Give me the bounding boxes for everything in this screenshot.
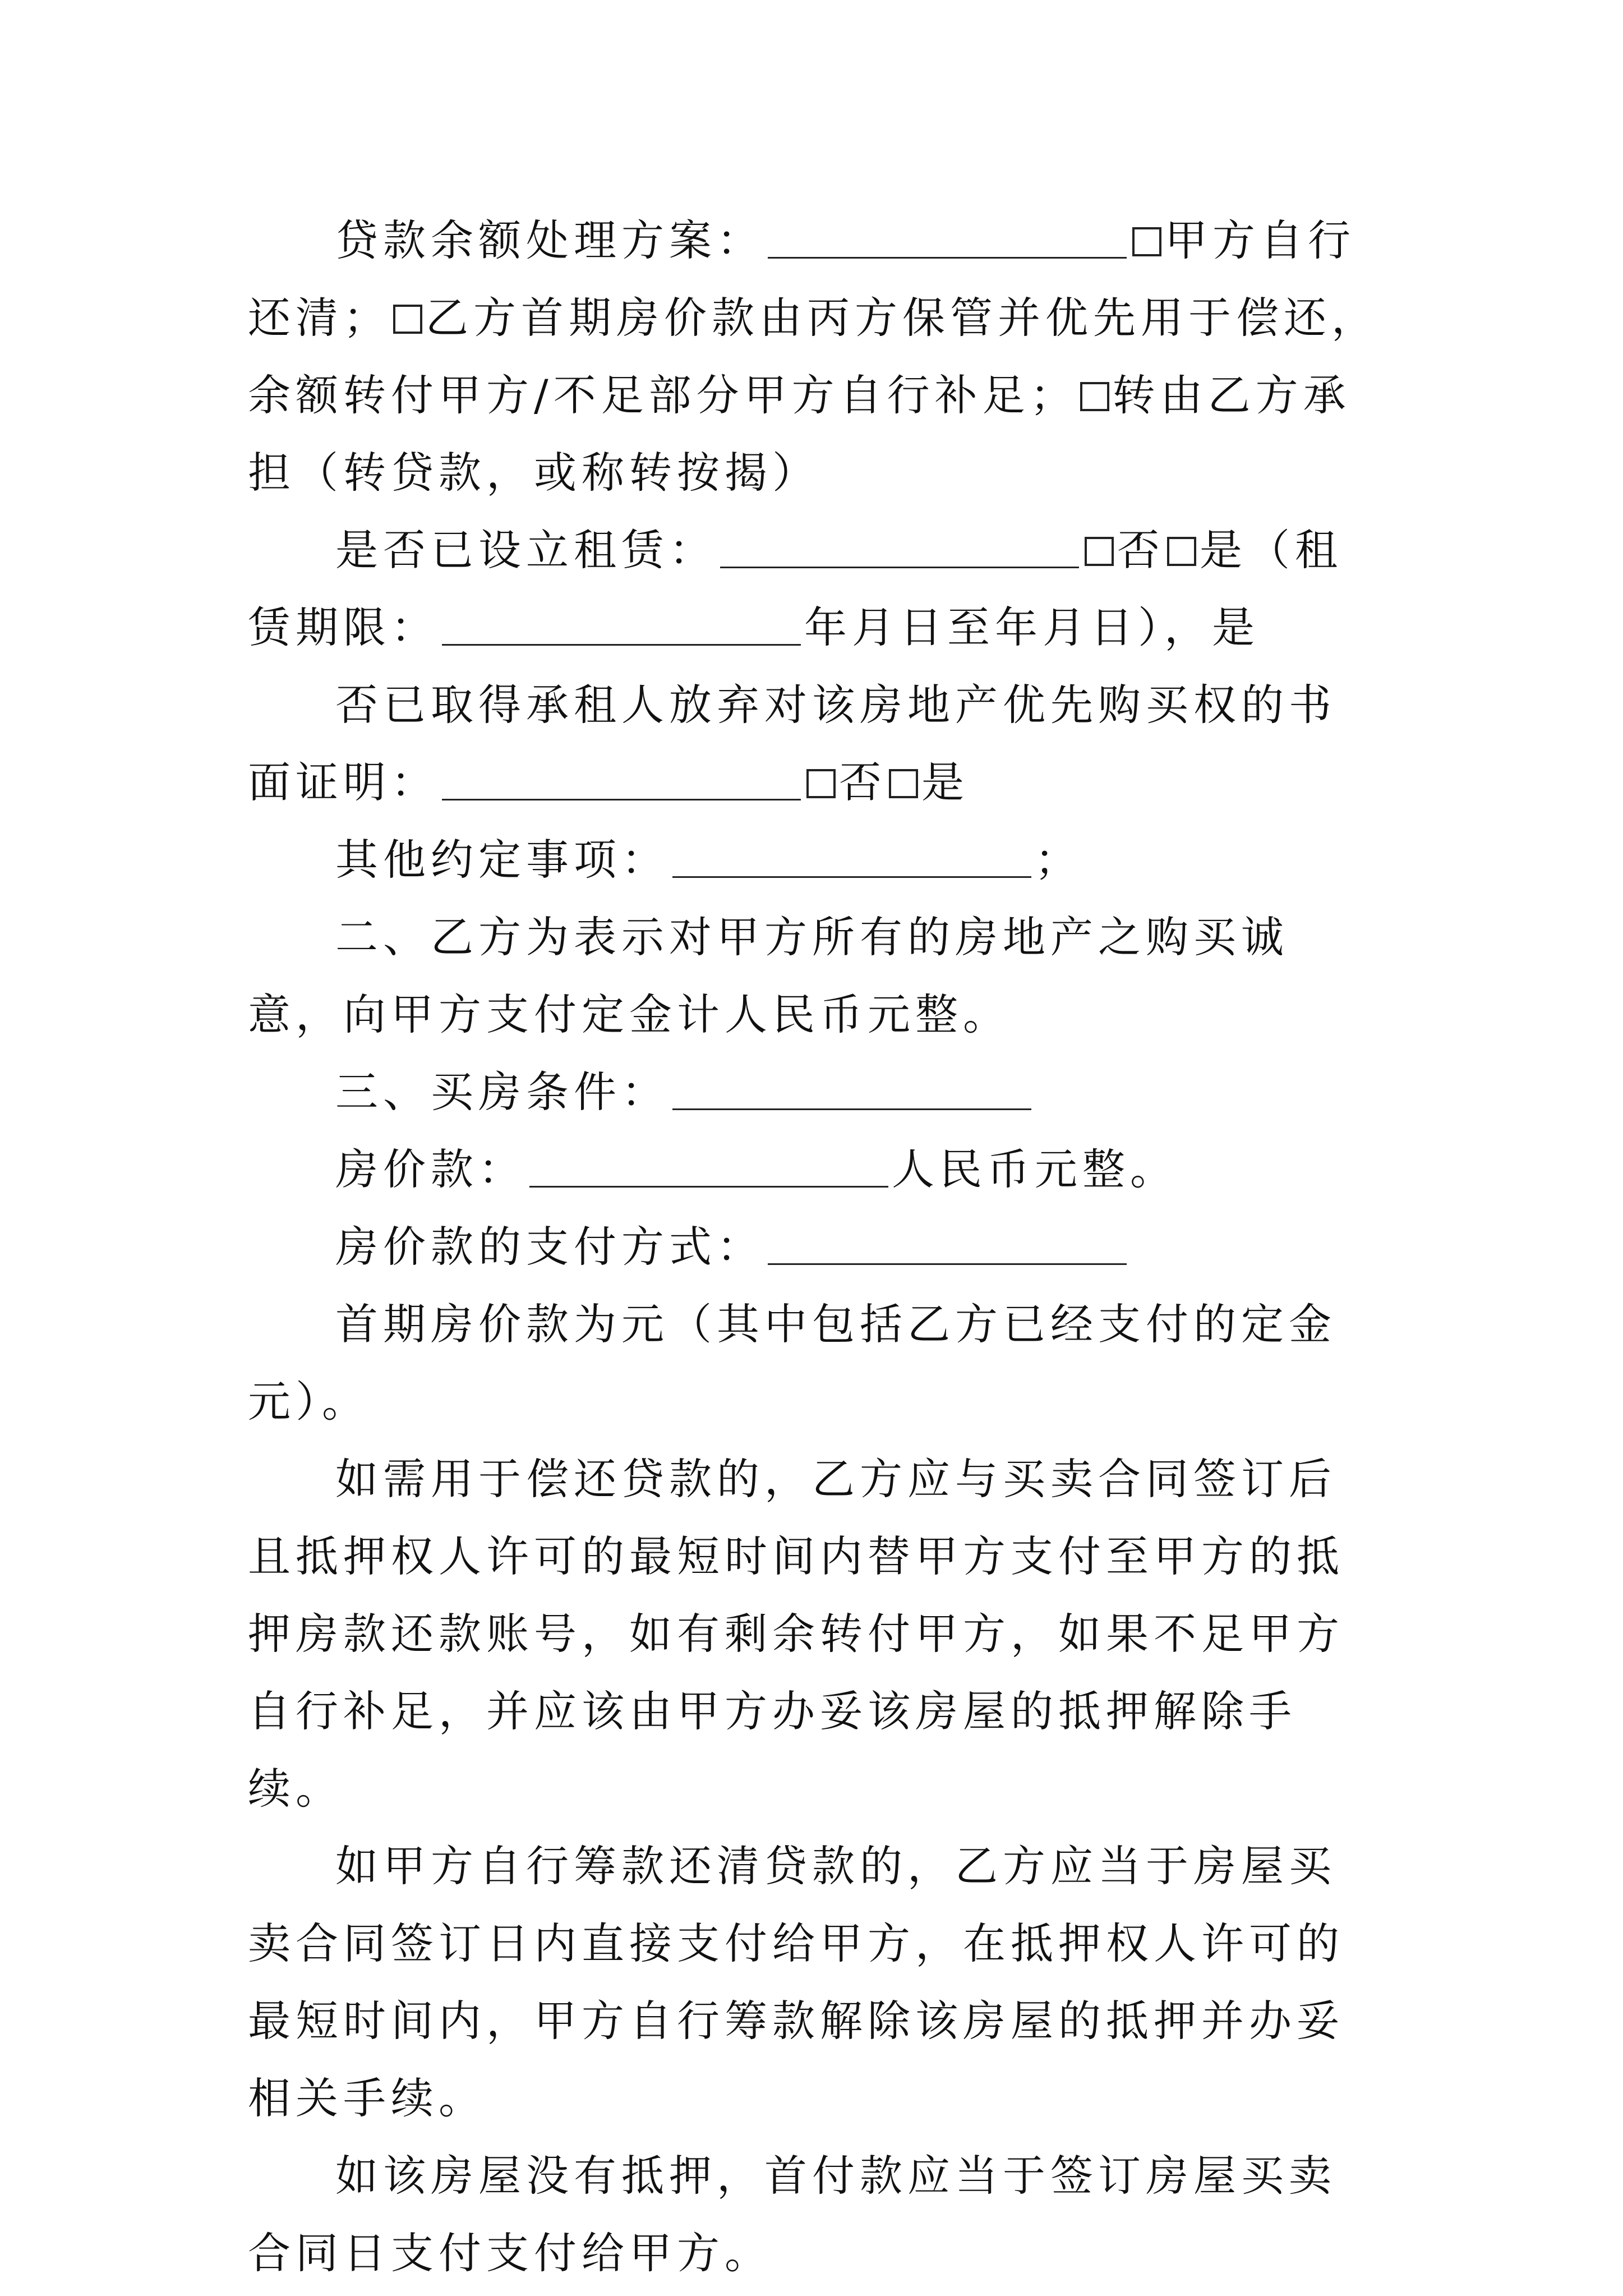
lease-label: 是否已设立租赁： [335,525,717,575]
price-blank [529,1145,888,1188]
loan-repay-text: 如需用于偿还贷款的，乙方应与买卖合同签订后且抵押权人许可的最短时间内替甲方支付至甲方的抵押房款还款账号，如有剩余转付甲方，如果不足甲方自行补足，并应该由甲方办妥该房屋的抵押解除手续。 [248,1454,1344,1814]
checkbox-icon [1132,227,1161,256]
payment-method-blank [768,1223,1127,1265]
checkbox-icon [1080,382,1109,411]
clause-3-paragraph [248,1053,1381,1131]
lease-paragraph [248,512,1381,666]
loan-balance-blank [768,217,1127,259]
lease-blank [720,526,1079,568]
other-terms-blank [672,836,1031,878]
loan-balance-label: 贷款余额处理方案： [335,215,764,265]
payment-method-label: 房价款的支付方式： [335,1222,764,1272]
contract-body [248,202,1381,2292]
checkbox-icon [806,769,836,798]
waiver-label: 否已取得承租人放弃对该房地产优先购买权的书面证明： [248,680,1336,807]
other-terms-label: 其他约定事项： [335,835,669,885]
checkbox-icon [1085,537,1114,566]
lease-option-yes: 是（租赁期限： [248,525,1343,652]
loan-balance-option-1: 甲方自行还清； [248,215,1355,343]
loan-balance-option-3: 转由乙方承担（转贷款，或称转按揭） [248,370,1351,498]
loan-balance-paragraph [248,202,1381,512]
clause-2-text: 二、乙方为表示对甲方所有的房地产之购买诚意，向甲方支付定金计人民币元整。 [248,912,1289,1039]
other-terms-end: ； [1035,835,1082,885]
first-payment-paragraph [248,1286,1381,1441]
loan-repay-paragraph [248,1441,1381,1828]
self-repay-text: 如甲方自行筹款还清贷款的，乙方应当于房屋买卖合同签订日内直接支付给甲方，在抵押权人许可的最短时间内，甲方自行筹款解除该房屋的抵押并办妥相关手续。 [248,1841,1344,2123]
first-payment-text: 首期房价款为元（其中包括乙方已经支付的定金元）。 [248,1299,1336,1427]
no-mortgage-paragraph [248,2137,1381,2292]
waiver-blank [442,758,801,800]
clause-3-label: 三、买房条件： [335,1067,669,1117]
price-label: 房价款： [335,1144,526,1194]
payment-method-paragraph [248,1208,1381,1286]
no-mortgage-text: 如该房屋没有抵押，首付款应当于签订房屋买卖合同日支付支付给甲方。 [248,2151,1336,2278]
waiver-paragraph [248,666,1381,821]
clause-3-blank [672,1068,1031,1110]
lease-period-blank [442,604,801,646]
lease-period-text: 年月日至年月日），是 [804,602,1260,652]
checkbox-icon [889,769,918,798]
loan-balance-option-2: 乙方首期房价款由丙方保管并优先用于偿还，余额转付甲方/不足部分甲方自行补足； [248,293,1379,420]
checkbox-icon [1167,537,1196,566]
waiver-option-yes: 是 [921,757,969,807]
price-paragraph [248,1131,1381,1208]
self-repay-paragraph [248,1828,1381,2137]
waiver-option-no: 否 [839,757,887,807]
lease-option-no: 否 [1117,525,1165,575]
other-terms-paragraph [248,821,1381,899]
price-suffix: 人民币元整。 [892,1144,1178,1194]
clause-2-paragraph [248,899,1381,1053]
checkbox-icon [393,305,422,334]
